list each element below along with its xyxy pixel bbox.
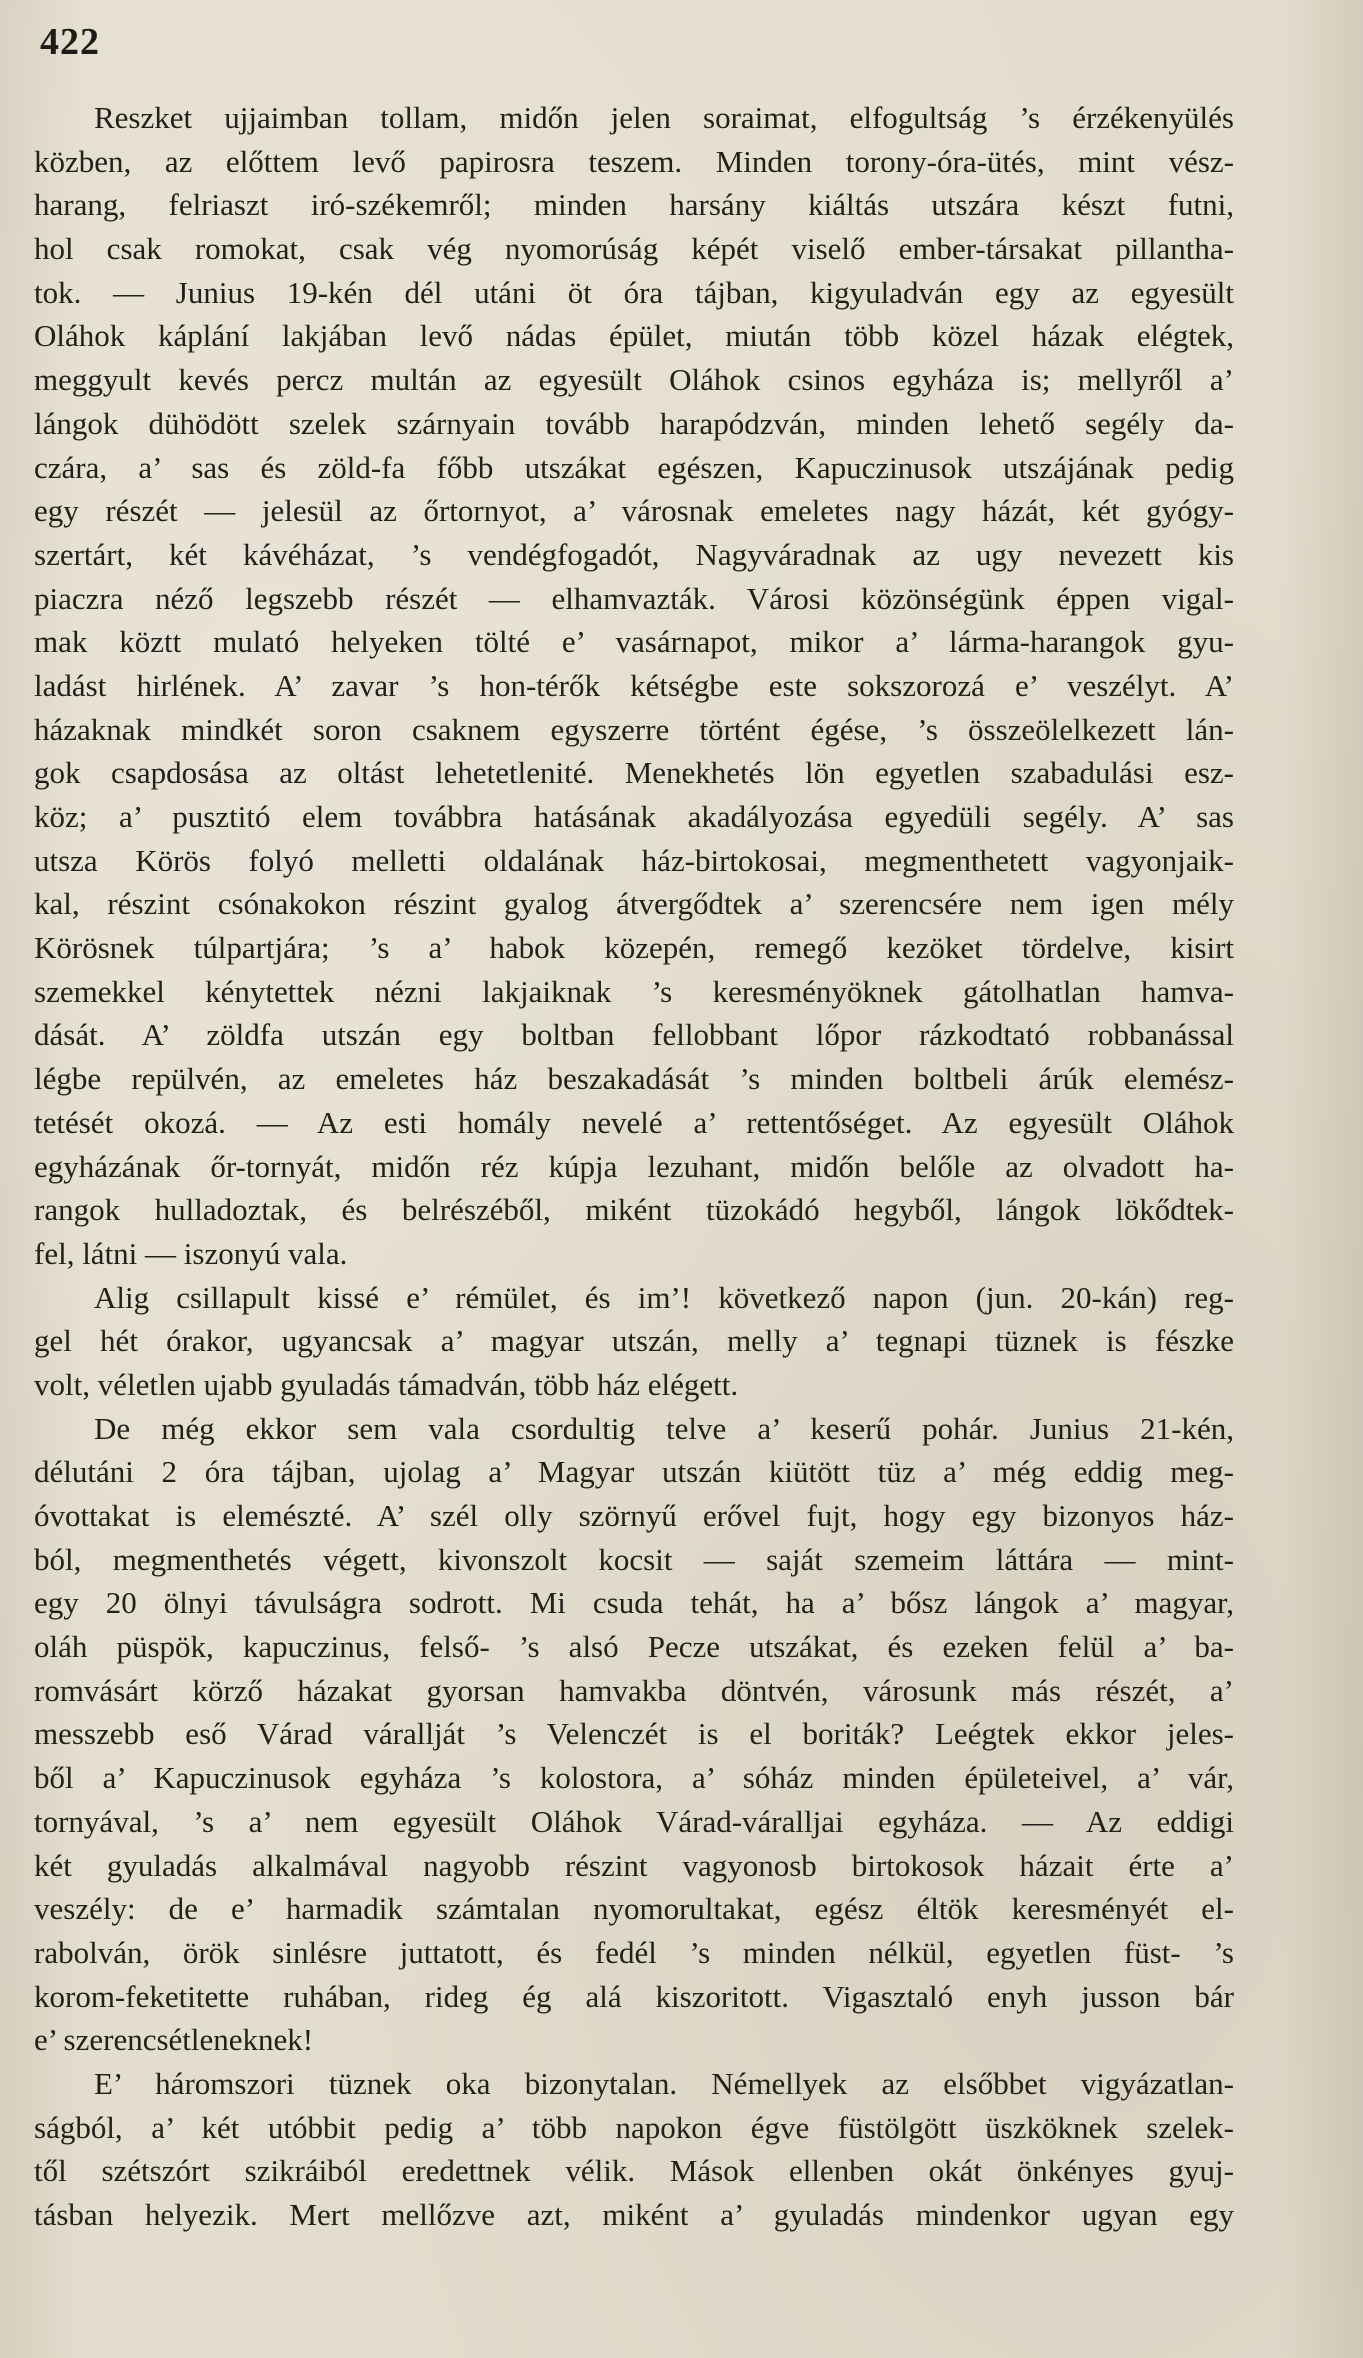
paragraph-3 — [34, 1407, 1234, 2062]
text-line: Körösnek túlpartjára; ’s a’ habok közepén, remegő kezöket tördelve, kisirt — [34, 930, 1234, 966]
text-line: utsza Körös folyó melletti oldalának ház-birtokosai, megmenthetett vagyonjaik- — [34, 842, 1234, 878]
text-line: közben, az előttem levő papirosra teszem. Minden torony-óra-ütés, mint vész- — [34, 143, 1234, 179]
text-line: Oláhok káplání lakjában levő nádas épület, miután több közel házak elégtek, — [34, 318, 1234, 354]
text-line: veszély: de e’ harmadik számtalan nyomorultakat, egész éltök keresményét el- — [34, 1891, 1234, 1927]
text-line: tetését okozá. — Az esti homály nevelé a’ rettentőséget. Az egyesült Oláhok — [34, 1104, 1234, 1140]
paragraph-4 — [34, 2062, 1234, 2237]
page-number: 422 — [40, 21, 100, 63]
text-line: messzebb eső Várad várallját ’s Velenczét is el boriták? Leégtek ekkor jeles- — [34, 1716, 1234, 1752]
text-line: ből a’ Kapuczinusok egyháza ’s kolostora, a’ sóház minden épületeivel, a’ vár, — [34, 1760, 1234, 1796]
text-line: czára, a’ sas és zöld-fa főbb utszákat egészen, Kapuczinusok utszájának pedig — [34, 449, 1234, 485]
text-line: volt, véletlen ujabb gyuladás támadván, több ház elégett. — [34, 1366, 739, 1402]
text-line: óvottakat is elemészté. A’ szél olly szörnyű erővel fujt, hogy egy bizonyos ház- — [34, 1498, 1234, 1533]
text-line: szemekkel kénytettek nézni lakjaiknak ’s keresményöknek gátolhatlan hamva- — [34, 973, 1234, 1009]
text-line: ból, megmenthetés végett, kivonszolt kocsit — saját szemeim láttára — mint- — [34, 1541, 1234, 1577]
text-line: mak köztt mulató helyeken tölté e’ vasárnapot, mikor a’ lárma-harangok gyu- — [34, 624, 1234, 660]
paragraph-1 — [34, 96, 1234, 1276]
text-line: korom-feketitette ruhában, rideg ég alá kiszoritott. Vigasztaló enyh jusson bár — [34, 1978, 1234, 2014]
text-line: oláh püspök, kapuczinus, felső- ’s alsó Pecze utszákat, és ezeken felül a’ ba- — [34, 1629, 1234, 1665]
text-line: E’ háromszori tüznek oka bizonytalan. Némellyek az elsőbbet vigyázatlan- — [94, 2065, 1234, 2101]
text-line: szertárt, két kávéházat, ’s vendégfogadót, Nagyváradnak az ugy nevezett kis — [34, 536, 1234, 572]
text-line: fel, látni — iszonyú vala. — [34, 1235, 348, 1271]
text-line: piaczra néző legszebb részét — elhamvazták. Városi közönségünk éppen vigal- — [34, 580, 1234, 616]
text-line: gok csapdosása az oltást lehetetlenité. Menekhetés lön egyetlen szabadulási esz- — [34, 755, 1234, 791]
text-line: Reszket ujjaimban tollam, midőn jelen soraimat, elfogultság ’s érzékenyülés — [94, 100, 1234, 135]
text-line: kal, részint csónakokon részint gyalog átvergődtek a’ szerencsére nem igen mély — [34, 886, 1234, 922]
text-line: meggyult kevés percz multán az egyesült Oláhok csinos egyháza is; mellyről a’ — [34, 362, 1234, 398]
text-line: lángok dühödött szelek szárnyain tovább harapódzván, minden lehető segély da- — [34, 405, 1234, 441]
text-line: rangok hulladoztak, és belrészéből, miként tüzokádó hegyből, lángok lökődtek- — [34, 1192, 1234, 1228]
text-line: tok. — Junius 19-kén dél utáni öt óra tájban, kigyuladván egy az egyesült — [34, 274, 1234, 310]
text-line: romvásárt körző házakat gyorsan hamvakba döntvén, városunk más részét, a’ — [34, 1672, 1234, 1708]
text-line: egy 20 ölnyi távulságra sodrott. Mi csuda tehát, ha a’ bősz lángok a’ magyar, — [34, 1585, 1234, 1621]
text-line: dását. A’ zöldfa utszán egy boltban fellobbant lőpor rázkodtató robbanással — [34, 1017, 1234, 1053]
text-line: tornyával, ’s a’ nem egyesült Oláhok Várad-váralljai egyháza. — Az eddigi — [34, 1803, 1234, 1839]
text-line: Alig csillapult kissé e’ rémület, és im’! következő napon (jun. 20-kán) reg- — [94, 1279, 1234, 1315]
text-line: légbe repülvén, az emeletes ház beszakadását ’s minden boltbeli árúk elemész- — [34, 1061, 1234, 1097]
text-line: két gyuladás alkalmával nagyobb részint vagyonosb birtokosok házait érte a’ — [34, 1847, 1234, 1883]
text-line: hol csak romokat, csak vég nyomorúság képét viselő ember-társakat pillantha- — [34, 231, 1234, 267]
body-text — [34, 96, 1234, 2237]
text-line: tásban helyezik. Mert mellőzve azt, miként a’ gyuladás mindenkor ugyan egy — [34, 2197, 1234, 2232]
text-line: ladást hirlének. A’ zavar ’s hon-térők kétségbe este sokszorozá e’ veszélyt. A’ — [34, 667, 1234, 703]
text-line: gel hét órakor, ugyancsak a’ magyar utszán, melly a’ tegnapi tüznek is fészke — [34, 1323, 1234, 1359]
text-line: délutáni 2 óra tájban, ujolag a’ Magyar utszán kiütött tüz a’ még eddig meg- — [34, 1454, 1234, 1490]
text-line: köz; a’ pusztitó elem továbbra hatásának akadályozása egyedüli segély. A’ sas — [34, 799, 1234, 834]
text-line: házaknak mindkét soron csaknem egyszerre történt égése, ’s összeölelkezett lán- — [34, 711, 1234, 747]
paragraph-2 — [34, 1276, 1234, 1407]
text-line: egyházának őr-tornyát, midőn réz kúpja lezuhant, midőn belőle az olvadott ha- — [34, 1148, 1234, 1184]
text-line: De még ekkor sem vala csordultig telve a’ keserű pohár. Junius 21-kén, — [94, 1410, 1234, 1446]
text-line: e’ szerencsétleneknek! — [34, 2022, 314, 2058]
text-line: ságból, a’ két utóbbit pedig a’ több napokon égve füstölgött üszköknek szelek- — [34, 2109, 1234, 2145]
text-line: rabolván, örök sinlésre juttatott, és fedél ’s minden nélkül, egyetlen füst- ’s — [34, 1934, 1234, 1970]
text-line: egy részét — jelesül az őrtornyot, a’ városnak emeletes nagy házát, két gyógy- — [34, 493, 1234, 529]
text-line: harang, felriaszt iró-székemről; minden harsány kiáltás utszára készt futni, — [34, 187, 1234, 223]
text-line: től szétszórt szikráiból eredettnek vélik. Mások ellenben okát önkényes gyuj- — [34, 2153, 1234, 2189]
